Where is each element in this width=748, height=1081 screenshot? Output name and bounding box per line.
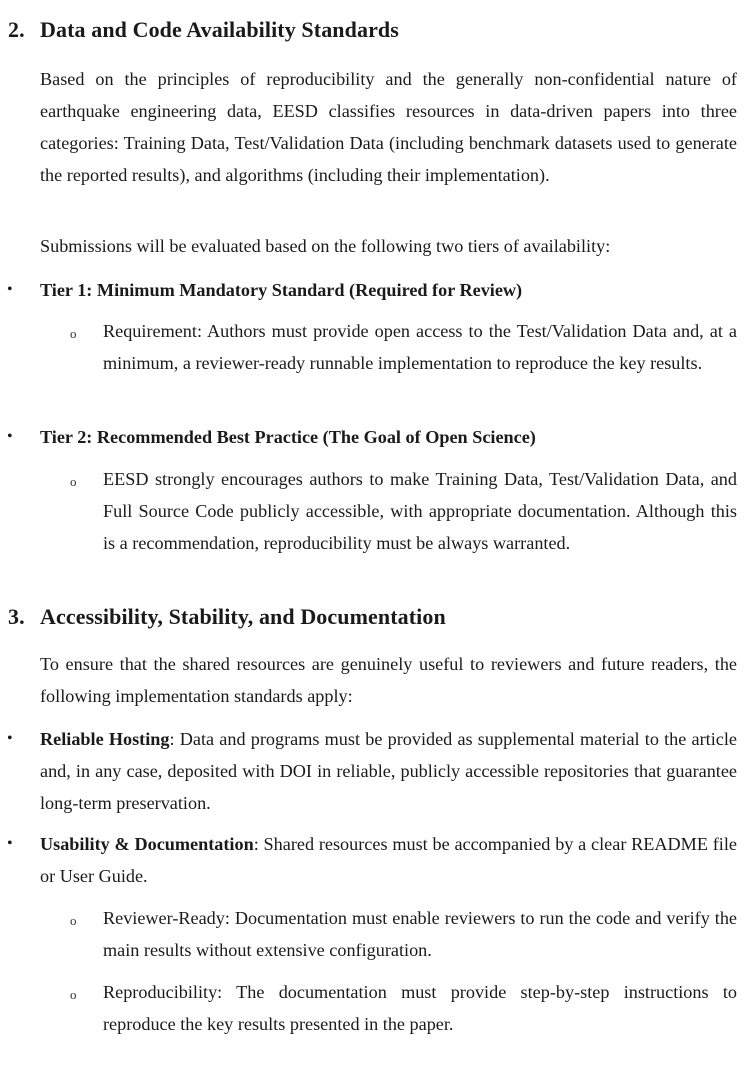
- usability-documentation-text: [40, 828, 737, 892]
- sub-bullet-icon: o: [70, 326, 77, 341]
- section-3-title: Accessibility, Stability, and Documentation: [40, 604, 446, 629]
- section-3-heading: [8, 604, 446, 630]
- tier-1-title: Tier 1: Minimum Mandatory Standard (Required for Review): [40, 280, 523, 300]
- tier-2-recommendation: EESD strongly encourages authors to make Training Data, Test/Validation Data, and Full Source Code publicly accessible, with appropriate documentation. Although this is a recommendation, reproducibility must be always warranted.: [103, 469, 737, 553]
- section-2-number: 2.: [8, 17, 25, 42]
- sub-bullet-icon: o: [70, 913, 77, 928]
- reliable-hosting-text: [40, 723, 737, 819]
- usability-documentation-label: Usability & Documentation: [40, 834, 254, 854]
- section-2-intro: Based on the principles of reproducibility and the generally non-confidential nature of earthquake engineering data, EESD classifies resources in data-driven papers into three categories: Training Data, Test/Validation Data (including benchmark datasets used to generate the reported results), and algorithms (including their implementation).: [40, 69, 737, 185]
- reliable-hosting-label: Reliable Hosting: [40, 729, 170, 749]
- reliable-hosting-body: : Data and programs must be provided as supplemental material to the article and, in any case, deposited with DOI in reliable, publicly accessible repositories that guarantee long-term preservation.: [40, 729, 737, 813]
- sub-bullet-icon: o: [70, 474, 77, 489]
- section-3-number: 3.: [8, 604, 25, 629]
- bullet-icon: •: [7, 428, 13, 445]
- usability-documentation-body: : Shared resources must be accompanied by a clear README file or User Guide.: [40, 834, 737, 886]
- reproducibility-text: Reproducibility: The documentation must provide step-by-step instructions to reproduce the key results presented in the paper.: [103, 982, 737, 1034]
- bullet-icon: •: [7, 730, 13, 747]
- tier-1-requirement: Requirement: Authors must provide open access to the Test/Validation Data and, at a minimum, a reviewer-ready runnable implementation to reproduce the key results.: [103, 321, 737, 373]
- section-2-heading: [8, 17, 399, 43]
- sub-bullet-icon: o: [70, 987, 77, 1002]
- section-3-intro: To ensure that the shared resources are genuinely useful to reviewers and future readers, the following implementation standards apply:: [40, 654, 737, 706]
- tier-2-title: Tier 2: Recommended Best Practice (The Goal of Open Science): [40, 427, 536, 447]
- reviewer-ready-text: Reviewer-Ready: Documentation must enable reviewers to run the code and verify the main results without extensive configuration.: [103, 908, 737, 960]
- section-2-title: Data and Code Availability Standards: [40, 17, 399, 42]
- section-2-tiers-intro: Submissions will be evaluated based on the following two tiers of availability:: [40, 236, 611, 256]
- bullet-icon: •: [7, 835, 13, 852]
- bullet-icon: •: [7, 281, 13, 298]
